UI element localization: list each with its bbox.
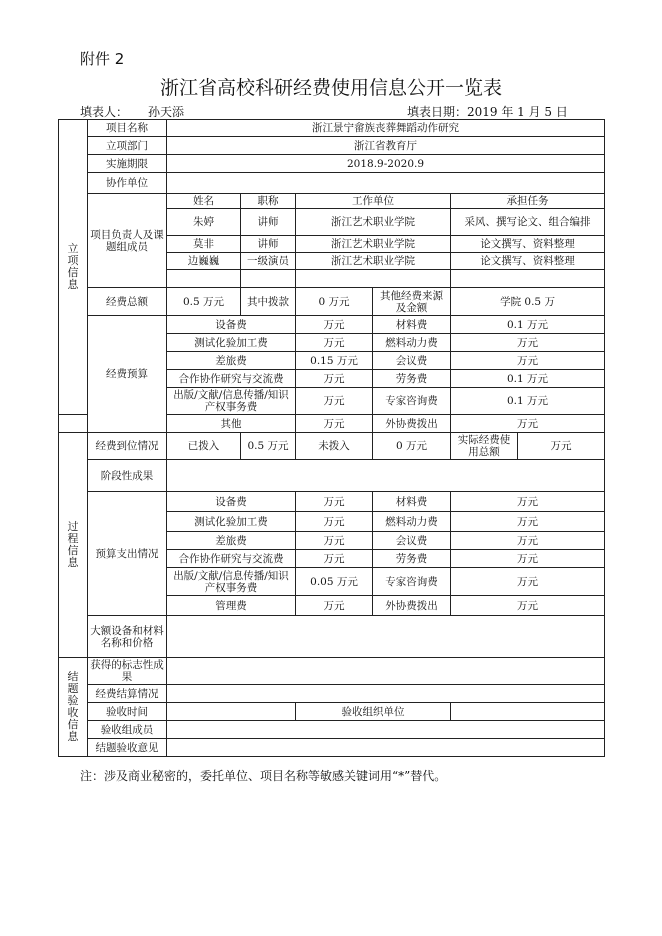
team-member-unit: 浙江艺术职业学院 [296, 253, 451, 270]
team-member-task: 论文撰写、资料整理 [451, 253, 605, 270]
section-lixiang: 立 项 信 息 [59, 120, 88, 415]
acceptance-members-label: 验收组成员 [88, 721, 167, 739]
period-label: 实施期限 [88, 155, 167, 173]
document-title: 浙江省高校科研经费使用信息公开一览表 [159, 77, 502, 99]
allocated-label: 已拨入 [167, 433, 241, 460]
expense-item-value: 万元 [296, 596, 373, 616]
other-funds-value: 学院 0.5 万 [451, 288, 605, 316]
bokuan-value: 0 万元 [296, 288, 373, 316]
filler-label: 填表人： [80, 105, 129, 119]
budget-item-label: 材料费 [373, 316, 451, 334]
filler-line [80, 103, 184, 120]
budget-item-value: 万元 [296, 370, 373, 388]
dept-label: 立项部门 [88, 137, 167, 155]
period-value: 2018.9-2020.9 [167, 155, 605, 173]
acceptance-opinion-label: 结题验收意见 [88, 739, 167, 757]
project-name-label: 项目名称 [88, 120, 167, 137]
expense-item-value: 万元 [451, 532, 605, 550]
expense-item-label: 燃料动力费 [373, 512, 451, 532]
team-empty-cell [451, 270, 605, 288]
budget-item-label: 出版/文献/信息传播/知识产权事务费 [167, 388, 296, 415]
budget-item-label: 测试化验加工费 [167, 334, 296, 352]
large-equipment-label: 大额设备和材料名称和价格 [88, 616, 167, 658]
coop-label: 协作单位 [88, 173, 167, 194]
attachment-label: 附件 2 [80, 50, 125, 68]
budget-item-value: 万元 [451, 352, 605, 370]
budget-item-value: 0.15 万元 [296, 352, 373, 370]
budget-item-label: 设备费 [167, 316, 296, 334]
section-guocheng: 过 程 信 息 [59, 433, 88, 658]
expense-item-value: 万元 [451, 568, 605, 596]
dept-value: 浙江省教育厅 [167, 137, 605, 155]
stage-value [167, 460, 605, 492]
fill-date: 填表日期：2019 年 1 月 5 日 [407, 105, 568, 119]
expense-item-label: 管理费 [167, 596, 296, 616]
acceptance-members-value [167, 721, 605, 739]
acceptance-org-value [451, 703, 605, 721]
arrival-label: 经费到位情况 [88, 433, 167, 460]
filler-name: 孙天添 [148, 105, 185, 119]
budget-item-value: 万元 [296, 388, 373, 415]
budget-label: 经费预算 [88, 316, 167, 433]
total-label: 经费总额 [88, 288, 167, 316]
team-empty-cell [241, 270, 296, 288]
expense-item-value: 万元 [296, 550, 373, 568]
stage-label: 阶段性成果 [88, 460, 167, 492]
acceptance-opinion-value [167, 739, 605, 757]
budget-item-value: 万元 [296, 316, 373, 334]
budget-item-value: 万元 [296, 334, 373, 352]
budget-item-label: 会议费 [373, 352, 451, 370]
info-table [58, 119, 605, 757]
budget-item-label: 劳务费 [373, 370, 451, 388]
team-header-unit: 工作单位 [296, 194, 451, 209]
budget-item-value: 0.1 万元 [451, 370, 605, 388]
settlement-label: 经费结算情况 [88, 685, 167, 703]
team-member-name: 莫非 [167, 236, 241, 253]
expense-item-label: 出版/文献/信息传播/知识产权事务费 [167, 568, 296, 596]
expense-item-value: 万元 [451, 550, 605, 568]
project-name-value: 浙江景宁畲族丧葬舞蹈动作研究 [167, 120, 605, 137]
expense-item-label: 外协费拨出 [373, 596, 451, 616]
settlement-value [167, 685, 605, 703]
achievement-value [167, 658, 605, 685]
expense-item-value: 万元 [296, 532, 373, 550]
team-member-name: 朱婷 [167, 209, 241, 236]
expense-item-label: 会议费 [373, 532, 451, 550]
acceptance-org-label: 验收组织单位 [296, 703, 451, 721]
budget-item-label: 其他 [167, 415, 296, 433]
expense-item-label: 材料费 [373, 492, 451, 512]
achievement-label: 获得的标志性成果 [88, 658, 167, 685]
budget-item-label: 专家咨询费 [373, 388, 451, 415]
budget-row-spacer [59, 415, 88, 433]
team-header-task: 承担任务 [451, 194, 605, 209]
expense-item-value: 万元 [451, 492, 605, 512]
section-jieti: 结 题 验 收 信 息 [59, 658, 88, 757]
expense-item-value: 万元 [451, 512, 605, 532]
expense-item-label: 设备费 [167, 492, 296, 512]
expense-item-label: 差旅费 [167, 532, 296, 550]
actual-label: 实际经费使用总额 [451, 433, 518, 460]
budget-item-value: 万元 [451, 334, 605, 352]
large-equipment-value [167, 616, 605, 658]
team-member-title: 讲师 [241, 236, 296, 253]
acceptance-time-value [167, 703, 296, 721]
team-header-name: 姓名 [167, 194, 241, 209]
expense-label: 预算支出情况 [88, 492, 167, 616]
allocated-value: 0.5 万元 [241, 433, 296, 460]
other-funds-label: 其他经费来源及金额 [373, 288, 451, 316]
actual-value: 万元 [518, 433, 605, 460]
budget-item-label: 外协费拨出 [373, 415, 451, 433]
expense-item-value: 0.05 万元 [296, 568, 373, 596]
budget-item-value: 0.1 万元 [451, 316, 605, 334]
team-label: 项目负责人及课题组成员 [88, 194, 167, 288]
budget-item-label: 合作协作研究与交流费 [167, 370, 296, 388]
coop-value [167, 173, 605, 194]
expense-item-label: 专家咨询费 [373, 568, 451, 596]
budget-item-value: 万元 [296, 415, 373, 433]
team-member-task: 论文撰写、资料整理 [451, 236, 605, 253]
team-empty-cell [167, 270, 241, 288]
footnote: 注：涉及商业秘密的，委托单位、项目名称等敏感关键词用“*”替代。 [80, 769, 447, 783]
acceptance-time-label: 验收时间 [88, 703, 167, 721]
team-member-title: 一级演员 [241, 253, 296, 270]
expense-item-label: 合作协作研究与交流费 [167, 550, 296, 568]
team-member-task: 采风、撰写论文、组合编排 [451, 209, 605, 236]
expense-item-value: 万元 [451, 596, 605, 616]
expense-item-label: 测试化验加工费 [167, 512, 296, 532]
expense-item-value: 万元 [296, 512, 373, 532]
not-allocated-value: 0 万元 [373, 433, 451, 460]
team-member-title: 讲师 [241, 209, 296, 236]
team-member-unit: 浙江艺术职业学院 [296, 209, 451, 236]
expense-item-value: 万元 [296, 492, 373, 512]
not-allocated-label: 未拨入 [296, 433, 373, 460]
bokuan-label: 其中拨款 [241, 288, 296, 316]
budget-item-value: 0.1 万元 [451, 388, 605, 415]
expense-item-label: 劳务费 [373, 550, 451, 568]
budget-item-label: 差旅费 [167, 352, 296, 370]
team-member-unit: 浙江艺术职业学院 [296, 236, 451, 253]
team-empty-cell [296, 270, 451, 288]
team-member-name: 边巍巍 [167, 253, 241, 270]
total-value: 0.5 万元 [167, 288, 241, 316]
budget-item-label: 燃料动力费 [373, 334, 451, 352]
budget-item-value: 万元 [451, 415, 605, 433]
team-header-title: 职称 [241, 194, 296, 209]
